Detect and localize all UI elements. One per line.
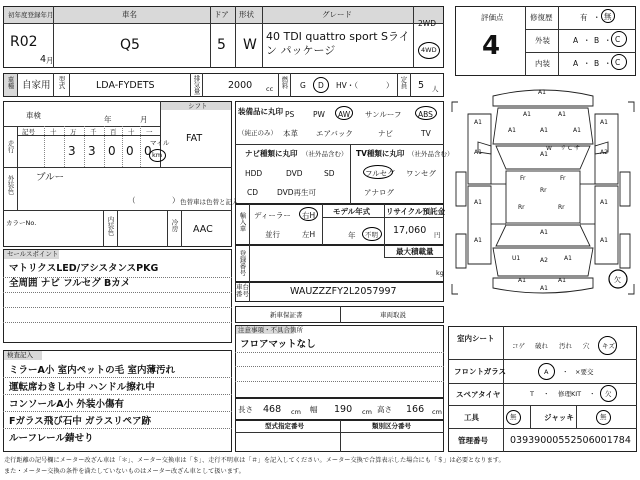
vehicle-type-label: 車種 [6, 76, 15, 89]
front-glass-label: フロントガラス [454, 367, 507, 376]
distance-unit-header: 千 [90, 128, 97, 136]
car-diagram-svg [448, 84, 638, 319]
repair-label: 修復歴 [530, 13, 553, 22]
import-label: 輸入車 [238, 212, 247, 232]
reg-year-label: 初年度登録年月 [8, 11, 54, 19]
navi-dvd-play: DVD再生可 [277, 188, 317, 197]
damage-mark: A1 [600, 199, 608, 206]
navi-cd: CD [247, 188, 259, 197]
car-name-value: Q5 [120, 37, 140, 53]
missing-part-mark: 欠 [614, 276, 621, 284]
damage-diagram [448, 84, 638, 319]
length-label: 長さ [238, 405, 253, 414]
equip-leather: 本革 [283, 129, 298, 138]
damage-mark: A1 [540, 151, 548, 158]
damage-mark: A1 [564, 255, 572, 262]
exterior-grade: C [615, 35, 621, 44]
interior-b: B [594, 59, 600, 68]
distance-label: 走行 [6, 140, 15, 153]
interior-grade: C [615, 58, 621, 67]
spare-tire-kit: 修理KIT [558, 390, 582, 398]
distance-unit-header: 一 [146, 128, 153, 136]
exterior-a: A [573, 36, 579, 45]
interior-color-label: 内装色 [106, 216, 115, 236]
equip-airbag: エアバック [316, 129, 353, 138]
tools-label: 工具 [464, 413, 479, 422]
inspector-label: 検査記入 [7, 351, 33, 359]
sales-points-label: セールスポイント [7, 250, 59, 258]
import-right-h: 右H [302, 211, 316, 220]
payload-label: 最大積載量 [396, 247, 434, 256]
repaint-note: 色替車は色替と記入 [180, 198, 239, 206]
score-value: 4 [482, 31, 501, 61]
damage-mark: Fr [520, 175, 526, 182]
recycle-unit: 円 [434, 231, 441, 239]
diagram-note: C [568, 145, 573, 152]
distance-digit: 0 [144, 144, 152, 158]
model-year-label: モデル年式 [333, 207, 371, 216]
warranty-new-car: 新車保証書 [270, 311, 303, 319]
fuel-d: D [318, 81, 324, 90]
inspection-label: 車検 [26, 111, 41, 120]
interior-a: A [573, 59, 579, 68]
height-value: 166 [406, 404, 425, 415]
damage-mark: A1 [540, 127, 548, 134]
equip-ps: PS [285, 110, 295, 119]
shape-label: 形状 [239, 10, 254, 19]
ac-value: AAC [193, 224, 213, 235]
import-left-h: 左H [302, 230, 316, 239]
navi-sub: （社外品含む） [302, 150, 348, 158]
sales-point-line: マトリクスLED/アシスタンスPKG [9, 263, 159, 274]
width-value: 190 [334, 404, 353, 415]
damage-mark: A1 [600, 237, 608, 244]
tools-value: 無 [510, 413, 517, 421]
seat-koge: コゲ [512, 342, 525, 350]
width-label: 幅 [310, 405, 318, 414]
inspection-month: 月 [140, 115, 148, 124]
navi-dvd: DVD [286, 169, 303, 178]
drive-4wd-value: 4WD [421, 46, 437, 54]
doors-value: 5 [217, 37, 226, 53]
navi-hdd: HDD [245, 169, 263, 178]
inspector-line: コンソールA小 外装小傷有 [9, 399, 124, 410]
car-name-label: 車名 [122, 10, 137, 19]
seat-yabure: 破れ [535, 342, 548, 350]
distance-unit-header: 百 [110, 128, 117, 136]
month-unit: 月 [46, 56, 54, 65]
diagram-note: リ [560, 145, 567, 152]
jack-value: 無 [600, 413, 607, 421]
damage-mark: Fr [560, 175, 566, 182]
fuel-label: 燃料 [280, 76, 289, 89]
inspector-line: ルーフレール錆せり [9, 433, 94, 444]
cc-unit: cc [266, 85, 274, 93]
distance-unit-header: 万 [70, 128, 77, 136]
use-value: 自家用 [22, 80, 51, 91]
seat-ana: 穴 [583, 342, 590, 350]
damage-mark: A1 [474, 237, 482, 244]
damage-mark: A1 [558, 111, 566, 118]
exterior-color-label: 外装色 [6, 175, 15, 195]
score-label: 評価点 [481, 13, 504, 22]
equip-tv: TV [421, 129, 431, 138]
capacity-unit: 人 [432, 85, 439, 93]
paren-open: （ [128, 196, 136, 205]
inspection-year: 年 [104, 115, 112, 124]
damage-mark: Rr [540, 187, 547, 194]
vin-value: WAUZZZFY2L2057997 [290, 286, 397, 297]
model-label: 型式 [57, 76, 66, 89]
door-label: ドア [214, 10, 229, 19]
equip-aw: AW [338, 110, 351, 119]
damage-mark: A1 [523, 111, 531, 118]
drive-2wd-label: 2WD [418, 19, 436, 28]
distance-unit-header: 十 [128, 128, 135, 136]
equip-navi: ナビ [378, 129, 393, 138]
spare-tire-missing: 欠 [605, 390, 612, 398]
jack-label: ジャッキ [544, 413, 574, 422]
grade-value: 40 TDI quattro sport Sライン パッケージ [266, 30, 410, 57]
height-unit: cm [432, 408, 442, 416]
capacity-value: 5 [418, 80, 425, 91]
front-glass-replace: ×要交 [575, 368, 594, 376]
type-designation-label: 型式指定番号 [265, 422, 304, 430]
damage-mark: A2 [540, 257, 548, 264]
interior-seat-label: 室内シート [457, 334, 495, 343]
payload-unit: kg [436, 269, 444, 277]
inspector-line: Fガラス飛び石中 ガラスリペア跡 [9, 416, 152, 427]
tv-fullseg: フルセグ [365, 169, 395, 178]
distance-unit-header: 十 [50, 128, 57, 136]
damage-mark: Rr [558, 204, 565, 211]
distance-unit-header: 記号 [22, 128, 35, 136]
import-dealer: ディーラー [254, 211, 291, 220]
length-value: 468 [263, 404, 282, 415]
damage-mark: A1 [538, 89, 546, 96]
reg-number-label: 登録番号 [238, 250, 247, 276]
equip-pw: PW [313, 110, 325, 119]
damage-mark: A1 [540, 285, 548, 292]
exterior-b: B [594, 36, 600, 45]
recycle-label: リサイクル預託金 [386, 207, 445, 216]
damage-mark: A1 [573, 127, 581, 134]
model-year-unknown: 不明 [365, 231, 378, 239]
tv-analog: アナログ [364, 188, 394, 197]
damage-mark: A1 [508, 127, 516, 134]
equip-abs: ABS [418, 110, 433, 119]
length-unit: cm [291, 408, 301, 416]
exterior-color-value: ブルー [36, 172, 65, 183]
grade-label: グレード [322, 10, 352, 19]
recycle-amount: 17,060 [393, 225, 427, 236]
displacement-label: 排気量 [192, 75, 201, 95]
mile-label: マイル [150, 139, 170, 147]
import-parallel: 並行 [265, 230, 280, 239]
spare-tire-t: T [530, 390, 534, 398]
damage-mark: A1 [600, 119, 608, 126]
equip-sunroof: サンルーフ [365, 110, 402, 119]
mgmt-value: 03939000552506001784 [510, 435, 631, 446]
footer-line-2: また・メーター交換の条件を満たしていないものはメーター改ざん車として扱います。 [4, 468, 245, 475]
warranty-manual: 車両取説 [380, 311, 406, 319]
fuel-hv: HV・（ [336, 81, 359, 90]
inspector-line: 運転席わきしわ中 ハンドル擦れ中 [9, 382, 155, 393]
exterior-label: 外装 [535, 36, 550, 45]
navi-label: ナビ種類に丸印 [245, 149, 298, 158]
front-glass-dot: ・ [562, 368, 569, 376]
km-label: km [152, 151, 163, 159]
fuel-g: G [300, 81, 306, 90]
damage-mark: A1 [474, 199, 482, 206]
diagram-note: W [546, 145, 552, 152]
distance-digit: 3 [88, 144, 96, 158]
tv-label: TV種類に丸印 [356, 149, 405, 158]
category-label: 類別区分番号 [372, 422, 411, 430]
sales-point-line: 全周囲 ナビ フルセグ Bカメ [9, 278, 131, 289]
damage-mark: U1 [512, 255, 521, 262]
ac-label: 冷房 [170, 219, 179, 232]
repair-yes: 有 [580, 13, 588, 22]
equipment-sub: （純正のみ） [238, 129, 277, 137]
paren-close: ） [172, 196, 180, 205]
width-unit: cm [362, 408, 372, 416]
seat-yogore: 汚れ [559, 342, 572, 350]
color-no-label: カラーNo. [6, 219, 37, 227]
shift-value: FAT [186, 133, 203, 144]
damage-mark: A1 [558, 277, 566, 284]
spare-tire-label: スペアタイヤ [456, 390, 501, 399]
model-year-year: 年 [348, 231, 356, 240]
vin-label: 車台番号 [236, 283, 249, 298]
damage-mark: Rr [518, 204, 525, 211]
damage-mark: A2 [600, 149, 608, 156]
damage-mark: A1 [540, 229, 548, 236]
diagram-note: サ [574, 145, 581, 152]
shape-value: W [243, 37, 257, 53]
notes-text: フロアマットなし [240, 339, 316, 350]
fuel-close: ） [386, 81, 394, 90]
inspector-line: ミラーA小 室内ペットの毛 室内薄汚れ [9, 365, 175, 376]
damage-mark: A1 [474, 119, 482, 126]
notes-label: 注意事項・不具合箇所 [238, 326, 303, 334]
repair-none: 無 [604, 12, 612, 21]
shift-label: シフト [188, 102, 208, 110]
height-label: 高さ [377, 405, 392, 414]
damage-mark: A1 [518, 277, 526, 284]
reg-year-value: R02 [10, 34, 38, 50]
reg-month-value: 4 [40, 54, 47, 65]
mgmt-label: 管理番号 [458, 436, 488, 445]
equipment-label: 装備品に丸印 [238, 107, 283, 116]
footer-line-1: 走行距離の記号欄にメーター改ざん車は「＊」、メーター交換車は「＄」、走行不明車は「＃」を記入してください。メーター交換で合算表示した場合にも「＄」は必要となります。 [4, 457, 505, 464]
model-code-value: LDA-FYDETS [96, 80, 155, 91]
distance-digit: 0 [108, 144, 116, 158]
distance-digit: 3 [68, 144, 76, 158]
seat-kizu: キズ [602, 342, 615, 350]
damage-mark: A1 [474, 149, 482, 156]
distance-digit: 0 [126, 144, 134, 158]
navi-sd: SD [324, 169, 335, 178]
displacement-value: 2000 [228, 80, 253, 91]
capacity-label: 定員 [399, 76, 408, 89]
interior-label: 内装 [535, 59, 550, 68]
tv-sub: （社外品含む） [408, 150, 454, 158]
front-glass-a: A [544, 368, 549, 376]
tv-oneseg: ワンセグ [406, 169, 436, 178]
